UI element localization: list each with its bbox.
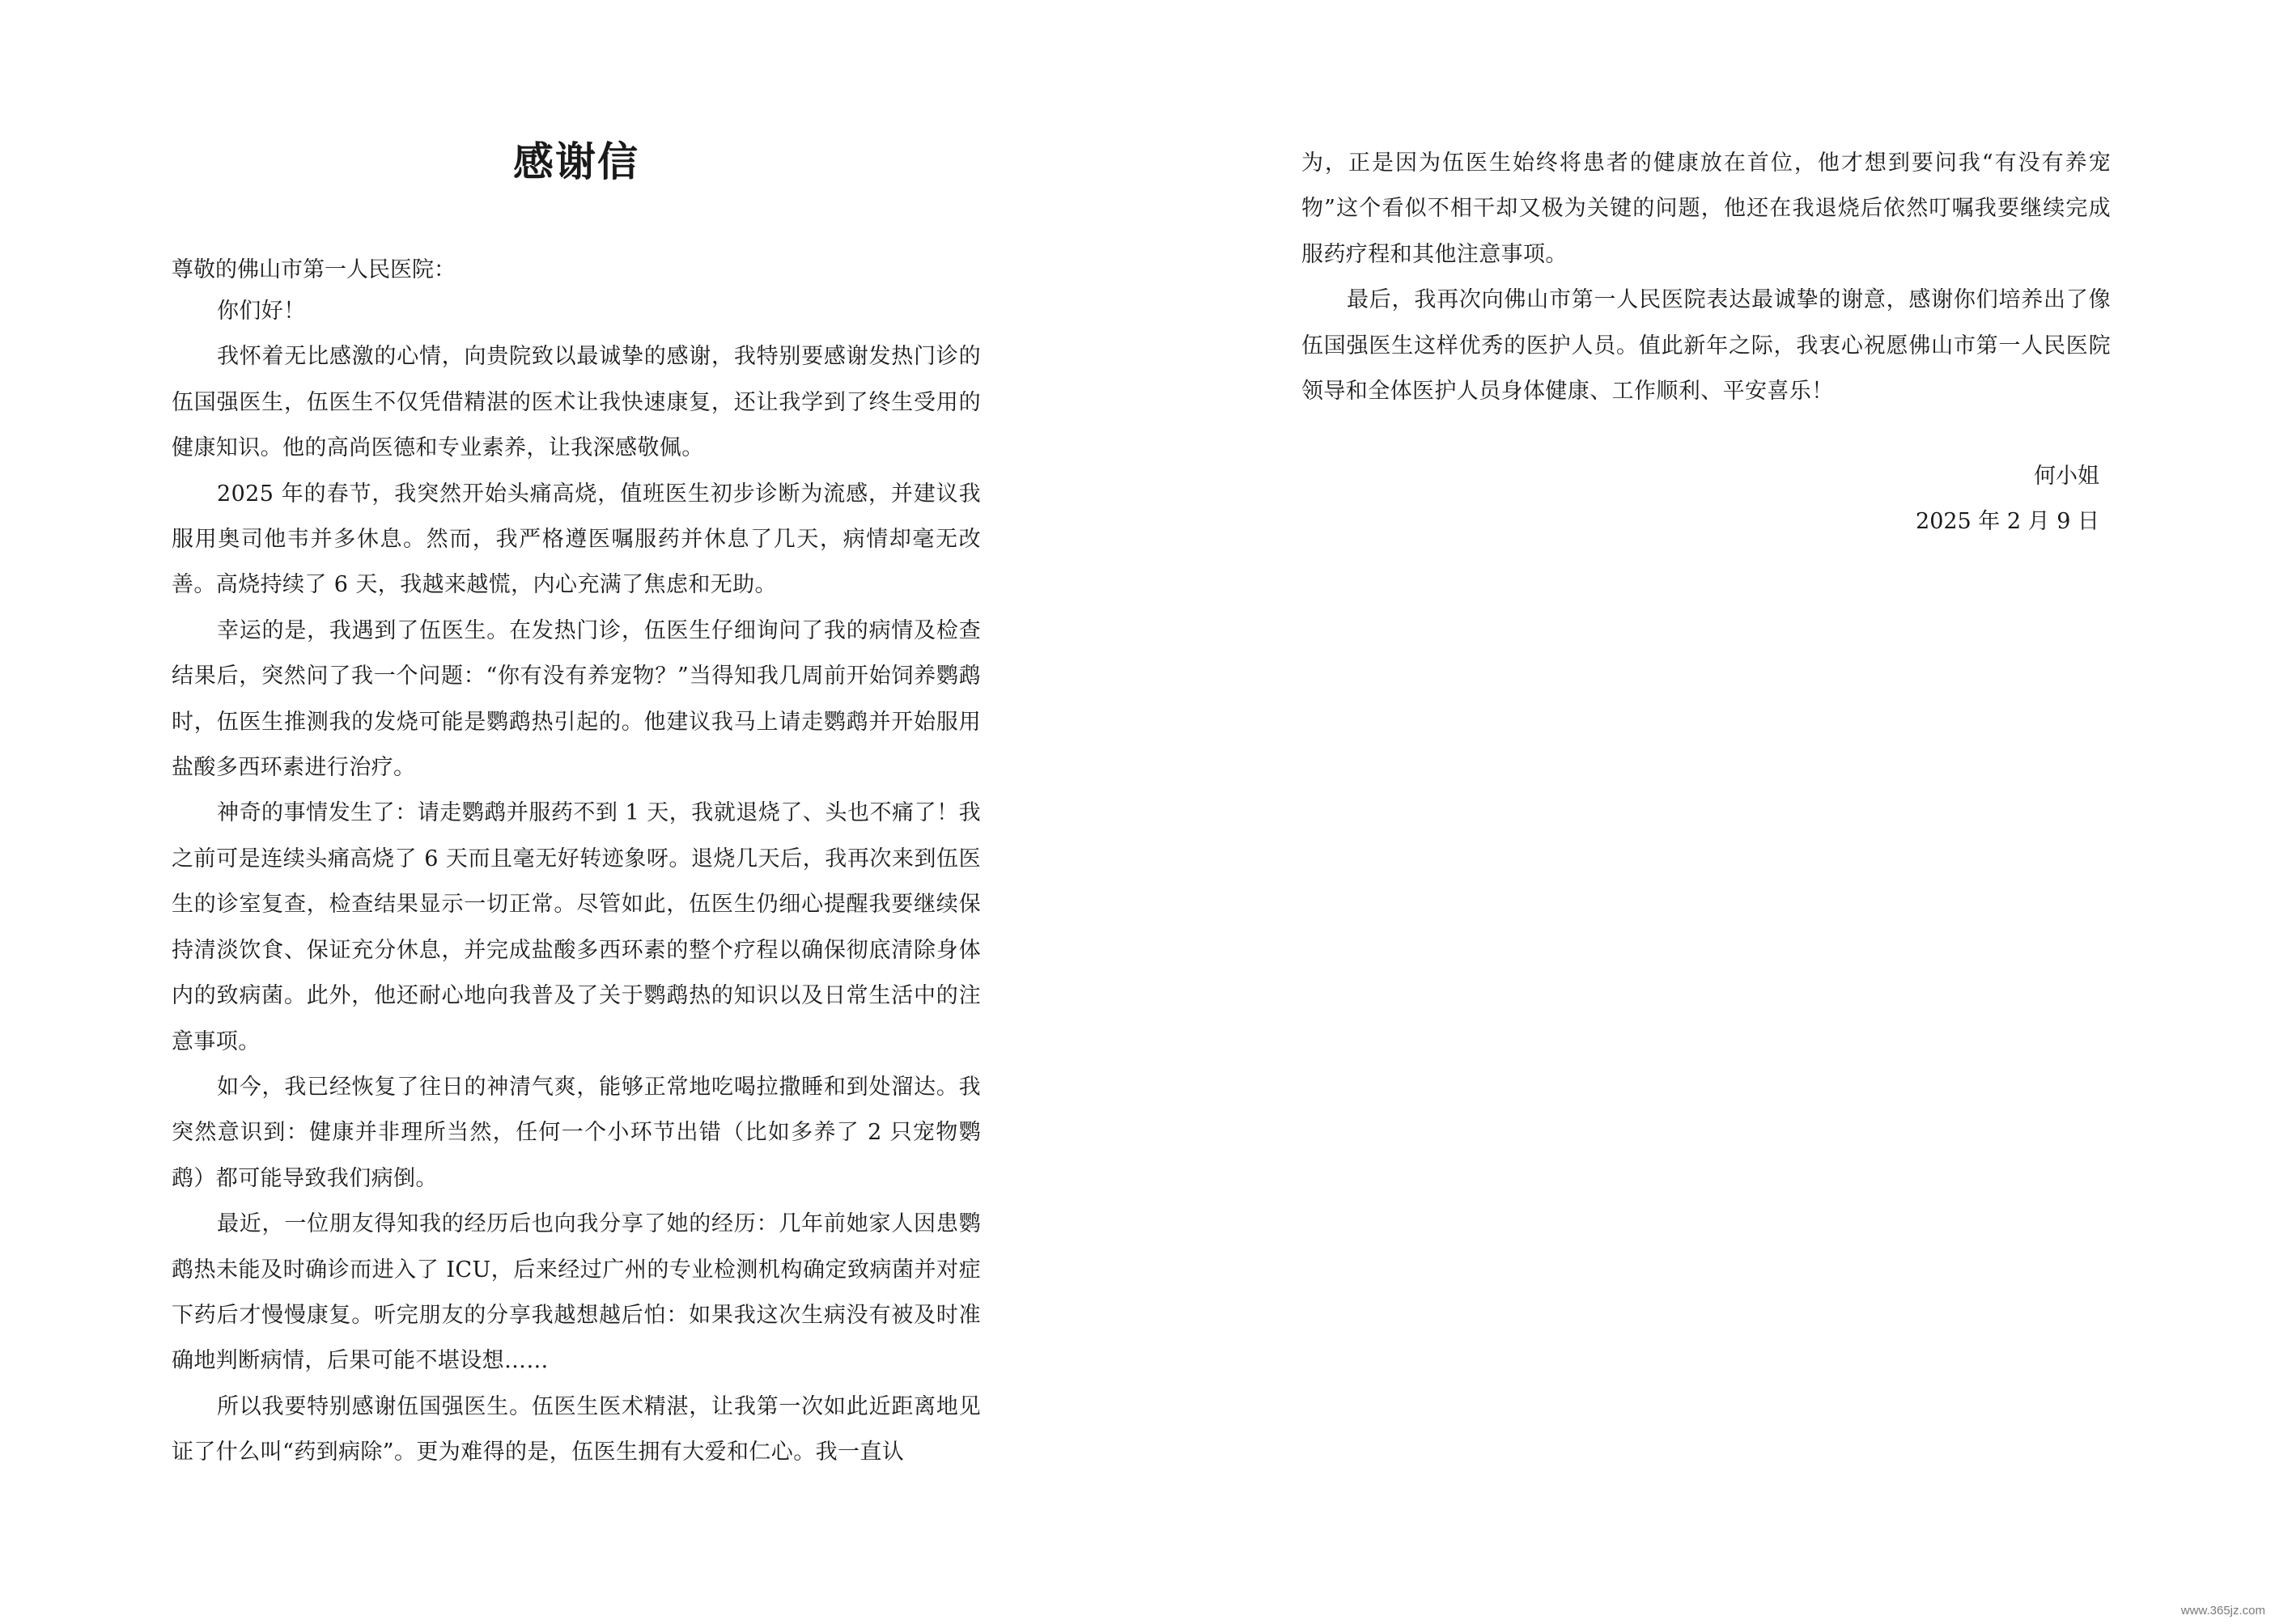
letter-body-left bbox=[172, 289, 981, 1476]
site-watermark: www.365jz.com bbox=[2180, 1604, 2265, 1618]
greeting-paragraph: 你们好！ bbox=[217, 299, 306, 324]
signature: 何小姐 bbox=[2034, 464, 2099, 489]
body-paragraph: 如今，我已经恢复了往日的神清气爽，能够正常地吃喝拉撒睡和到处溜达。我突然意识到：健康并非理所当然，任何一个小环节出错（比如多养了 2 只宠物鹦鹉）都可能导致我们病倒。 bbox=[172, 1074, 981, 1191]
body-paragraph: 所以我要特别感谢伍国强医生。伍医生医术精湛，让我第一次如此近距离地见证了什么叫“药到病除”。更为难得的是，伍医生拥有大爱和仁心。我一直认 bbox=[172, 1393, 981, 1465]
letter-date: 2025 年 2 月 9 日 bbox=[1916, 509, 2099, 534]
salutation: 尊敬的佛山市第一人民医院： bbox=[172, 257, 456, 282]
letter-closing bbox=[1916, 454, 2099, 545]
body-paragraph: 2025 年的春节，我突然开始头痛高烧，值班医生初步诊断为流感，并建议我服用奥司他韦并多休息。然而，我严格遵医嘱服药并休息了几天，病情却毫无改善。高烧持续了 6 天，我越来越慌，内心充满了焦虑和无助。 bbox=[172, 481, 981, 598]
letter-body-right bbox=[1301, 141, 2111, 414]
body-paragraph-continued: 为，正是因为伍医生始终将患者的健康放在首位，他才想到要问我“有没有养宠物”这个看似不相干却又极为关键的问题，他还在我退烧后依然叮嘱我要继续完成服药疗程和其他注意事项。 bbox=[1301, 151, 2111, 267]
body-paragraph: 幸运的是，我遇到了伍医生。在发热门诊，伍医生仔细询问了我的病情及检查结果后，突然问了我一个问题：“你有没有养宠物？”当得知我几周前开始饲养鹦鹉时，伍医生推测我的发烧可能是鹦鹉热引起的。他建议我马上请走鹦鹉并开始服用盐酸多西环素进行治疗。 bbox=[172, 617, 981, 781]
body-paragraph: 最近，一位朋友得知我的经历后也向我分享了她的经历：几年前她家人因患鹦鹉热未能及时确诊而进入了 ICU，后来经过广州的专业检测机构确定致病菌并对症下药后才慢慢康复。听完朋友的分享我越想越后怕：如果我这次生病没有被及时准确地判断病情，后果可能不堪设想…… bbox=[172, 1211, 981, 1374]
body-paragraph: 神奇的事情发生了：请走鹦鹉并服药不到 1 天，我就退烧了、头也不痛了！我之前可是连续头痛高烧了 6 天而且毫无好转迹象呀。退烧几天后，我再次来到伍医生的诊室复查，检查结果显示一切正常。尽管如此，伍医生仍细心提醒我要继续保持清淡饮食、保证充分休息，并完成盐酸多西环素的整个疗程以确保彻底清除身体内的致病菌。此外，他还耐心地向我普及了关于鹦鹉热的知识以及日常生活中的注意事项。 bbox=[172, 800, 981, 1054]
closing-paragraph: 最后，我再次向佛山市第一人民医院表达最诚挚的谢意，感谢你们培养出了像伍国强医生这样优秀的医护人员。值此新年之际，我衷心祝愿佛山市第一人民医院领导和全体医护人员身体健康、工作顺利、平安喜乐！ bbox=[1301, 287, 2111, 405]
letter-title: 感谢信 bbox=[513, 138, 639, 185]
body-paragraph: 我怀着无比感激的心情，向贵院致以最诚挚的感谢，我特别要感谢发热门诊的伍国强医生，伍医生不仅凭借精湛的医术让我快速康复，还让我学到了终生受用的健康知识。他的高尚医德和专业素养，让我深感敬佩。 bbox=[172, 344, 981, 461]
